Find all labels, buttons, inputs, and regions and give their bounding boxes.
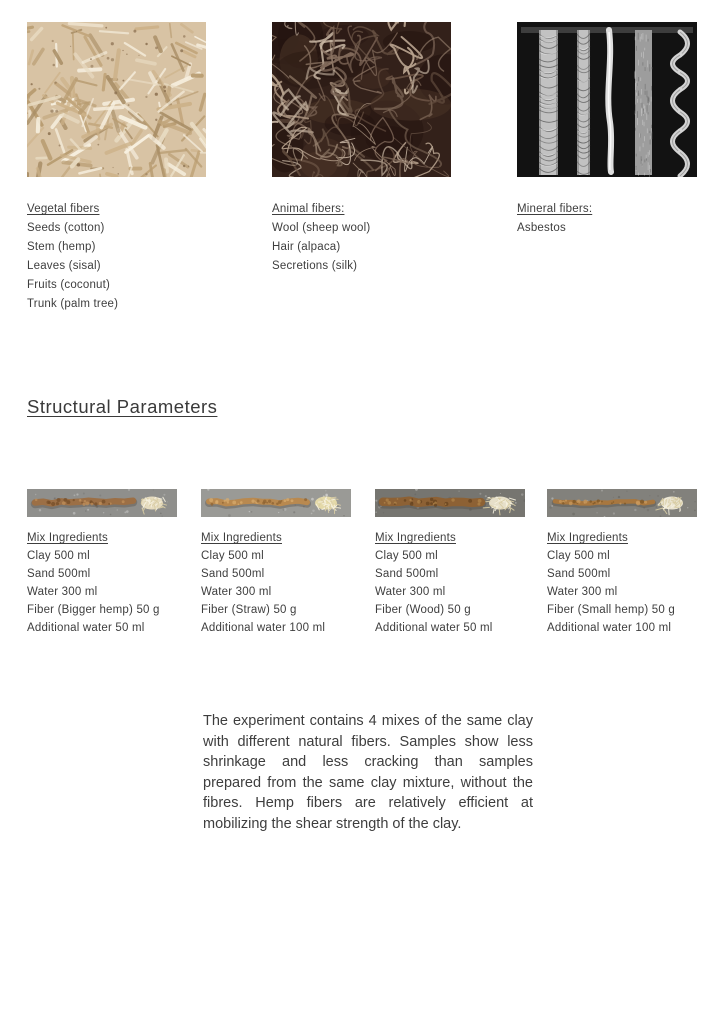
- mix-line: Clay 500 ml: [201, 550, 264, 562]
- mix-line: Clay 500 ml: [375, 550, 438, 562]
- animal-fibers-title: Animal fibers:: [272, 203, 345, 215]
- clay-sample-photo-small-hemp: [547, 489, 697, 517]
- mix-line: Water 300 ml: [375, 586, 446, 598]
- mineral-fibers-title: Mineral fibers:: [517, 203, 593, 215]
- clay-sample-photo-wood: [375, 489, 525, 517]
- caption-line: Secretions (silk): [272, 260, 358, 272]
- caption-line: Seeds (cotton): [27, 222, 105, 234]
- caption-line: Fruits (coconut): [27, 279, 111, 291]
- mix-line: Sand 500ml: [201, 568, 265, 580]
- mix-line: Fiber (Straw) 50 g: [201, 604, 297, 616]
- caption-line: Leaves (sisal): [27, 260, 101, 272]
- mix-ingredients-list-2: [201, 529, 325, 637]
- mix-ingredients-title: Mix Ingredients: [547, 532, 628, 544]
- mix-line: Fiber (Bigger hemp) 50 g: [27, 604, 160, 616]
- mineral-fibers-caption: [517, 200, 592, 238]
- clay-sample-photo-straw: [201, 489, 351, 517]
- mix-ingredients-title: Mix Ingredients: [375, 532, 456, 544]
- mix-ingredients-list-3: [375, 529, 493, 637]
- mix-line: Additional water 100 ml: [547, 622, 672, 634]
- mix-line: Water 300 ml: [27, 586, 98, 598]
- experiment-paragraph: The experiment contains 4 mixes of the same clay with different natural fibers. Samples show less shrinkage and less cracking than samples prepared from the same clay mixture, without the fibres. Hemp fibers are relatively efficient at mobilizing the shear strength of the clay.: [203, 713, 533, 832]
- caption-line: Stem (hemp): [27, 241, 96, 253]
- mix-line: Sand 500ml: [27, 568, 91, 580]
- mix-line: Water 300 ml: [201, 586, 272, 598]
- mix-line: Clay 500 ml: [547, 550, 610, 562]
- caption-line: Wool (sheep wool): [272, 222, 371, 234]
- animal-fibers-caption: [272, 200, 370, 276]
- mix-ingredients-list-1: [27, 529, 160, 637]
- mix-line: Fiber (Wood) 50 g: [375, 604, 471, 616]
- clay-sample-photo-bigger-hemp: [27, 489, 177, 517]
- animal-fibers-photo: [272, 22, 451, 177]
- caption-line: Asbestos: [517, 222, 566, 234]
- mix-line: Sand 500ml: [375, 568, 439, 580]
- mix-line: Additional water 50 ml: [27, 622, 145, 634]
- mix-line: Water 300 ml: [547, 586, 618, 598]
- structural-parameters-heading: Structural Parameters: [27, 396, 218, 417]
- caption-line: Hair (alpaca): [272, 241, 341, 253]
- mix-line: Clay 500 ml: [27, 550, 90, 562]
- mix-ingredients-title: Mix Ingredients: [27, 532, 108, 544]
- vegetal-fibers-caption: [27, 200, 118, 314]
- vegetal-fibers-photo: [27, 22, 206, 177]
- mix-line: Sand 500ml: [547, 568, 611, 580]
- mix-line: Additional water 100 ml: [201, 622, 326, 634]
- mix-ingredients-list-4: [547, 529, 675, 637]
- caption-line: Trunk (palm tree): [27, 298, 119, 310]
- mineral-fibers-photo: [517, 22, 697, 177]
- mix-ingredients-title: Mix Ingredients: [201, 532, 282, 544]
- mix-line: Additional water 50 ml: [375, 622, 493, 634]
- mix-line: Fiber (Small hemp) 50 g: [547, 604, 675, 616]
- vegetal-fibers-title: Vegetal fibers: [27, 203, 100, 215]
